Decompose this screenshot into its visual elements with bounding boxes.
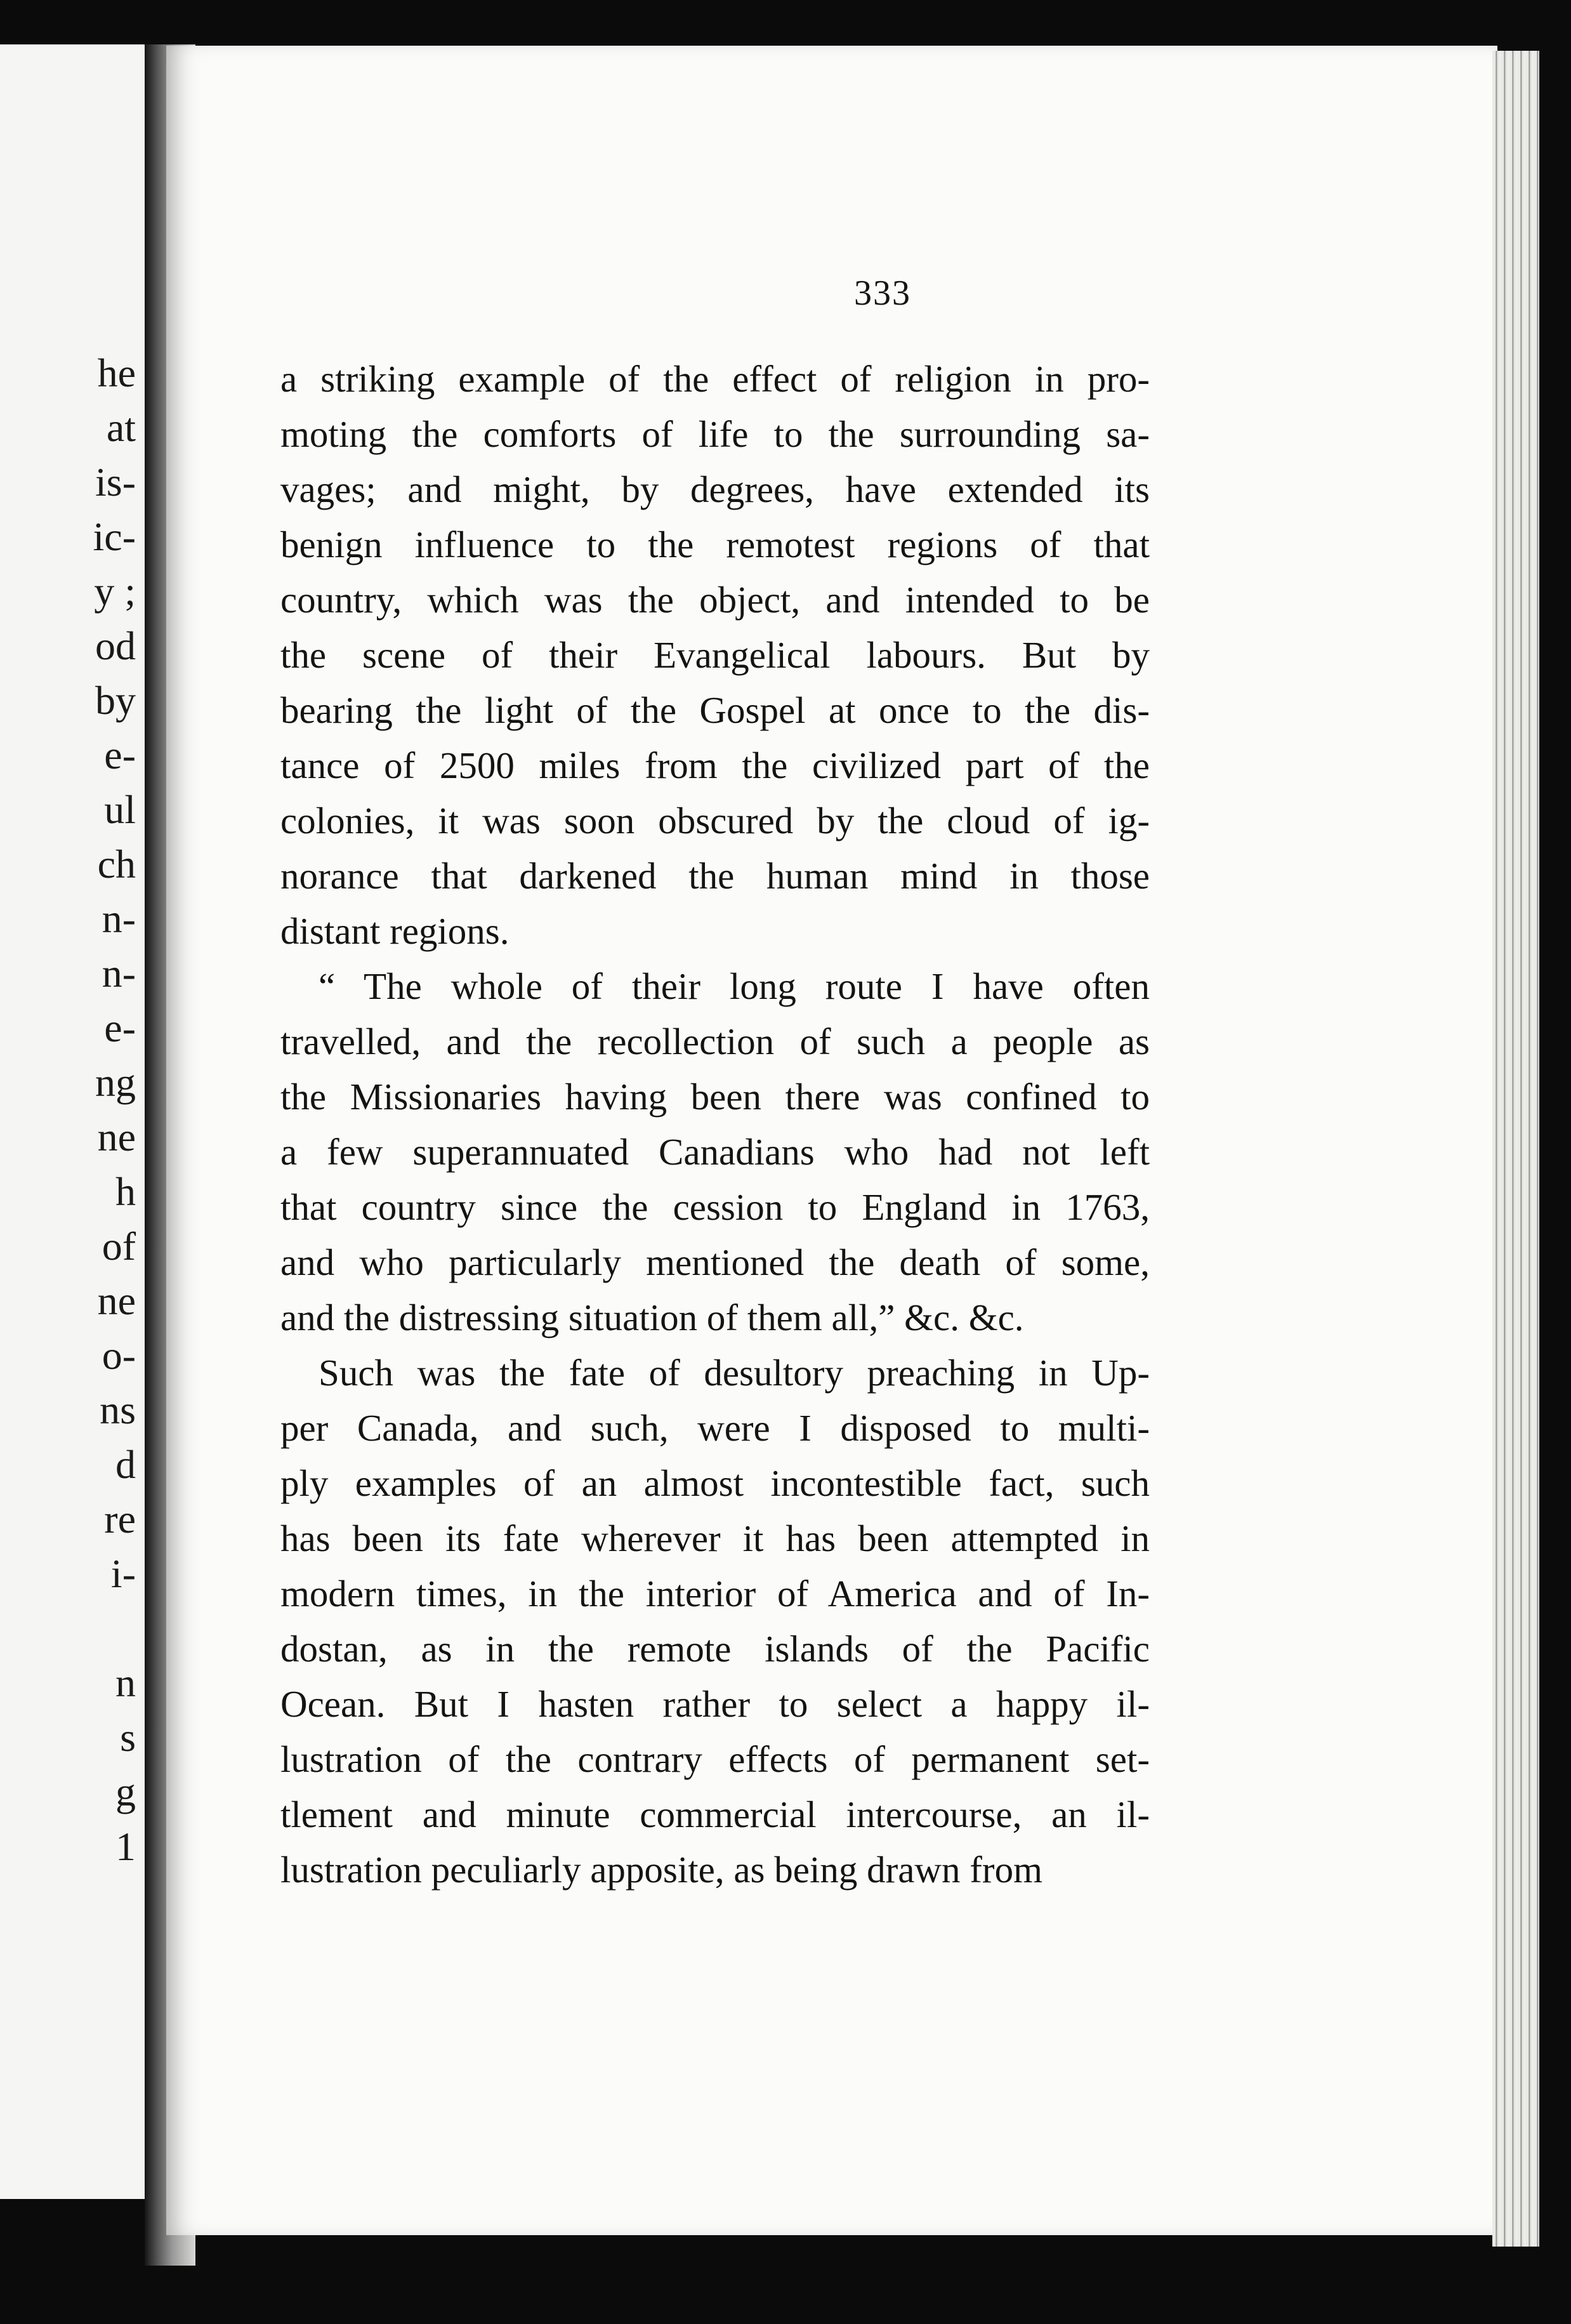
left-page-fragment: s (120, 1715, 136, 1760)
left-page-fragment: i- (110, 1551, 136, 1596)
text-line: tance of 2500 miles from the civilized part of the (280, 744, 1150, 786)
text-line: modern times, in the interior of America and of In- (280, 1573, 1150, 1614)
text-line: lustration peculiarly apposite, as being drawn from (280, 1849, 1042, 1891)
left-page-fragment: of (102, 1224, 136, 1269)
text-line: benign influence to the remotest regions of that (280, 524, 1150, 565)
left-page-fragment: ne (97, 1114, 136, 1159)
text-line: ply examples of an almost incontestible fact, such (280, 1462, 1150, 1504)
left-page-fragment: h (115, 1169, 136, 1214)
text-line: a striking example of the effect of religion in pro- (280, 358, 1150, 400)
left-page-fragment: he (97, 350, 136, 395)
left-page-fragment: o- (102, 1333, 136, 1378)
text-line: lustration of the contrary effects of permanent set- (280, 1738, 1150, 1780)
left-page-fragment: ch (97, 842, 136, 887)
text-line: and who particularly mentioned the death of some, (280, 1241, 1150, 1283)
text-line: moting the comforts of life to the surrounding sa- (280, 413, 1150, 455)
body-text (280, 352, 1150, 1898)
left-page-fragment: n- (102, 951, 136, 996)
text-line: per Canada, and such, were I disposed to multi- (280, 1407, 1150, 1449)
right-page (166, 46, 1497, 2235)
text-line: dostan, as in the remote islands of the Pacific (280, 1628, 1150, 1670)
left-page-fragment: n (115, 1660, 136, 1705)
left-page-fragment: e- (104, 732, 136, 777)
text-line: country, which was the object, and intended to be (280, 579, 1150, 621)
text-line: tlement and minute commercial intercourse, an il- (280, 1793, 1150, 1835)
text-line: has been its fate wherever it has been attempted in (280, 1517, 1150, 1559)
paragraph (280, 1345, 1150, 1898)
text-line: the scene of their Evangelical labours. But by (280, 634, 1150, 676)
left-page-fragment: ne (97, 1278, 136, 1323)
left-page-fragment: 1 (115, 1824, 136, 1869)
text-line: colonies, it was soon obscured by the cloud of ig- (280, 800, 1150, 842)
left-page-text-fragments (0, 346, 145, 1874)
paragraph (280, 959, 1150, 1345)
text-line: distant regions. (280, 910, 509, 952)
page-number: 333 (854, 274, 911, 313)
page-edges (1492, 51, 1539, 2247)
text-line: bearing the light of the Gospel at once to the dis- (280, 689, 1150, 731)
left-page-fragment: is- (95, 459, 136, 505)
left-page-fragment: by (95, 678, 136, 723)
text-line: Such was the fate of desultory preaching in Up- (319, 1352, 1150, 1394)
left-page-fragment: ul (104, 787, 136, 832)
text-line: vages; and might, by degrees, have extended its (280, 468, 1150, 510)
left-page-fragment: od (95, 623, 136, 668)
text-line: and the distressing situation of them all,” &c. &c. (280, 1297, 1024, 1338)
left-page-fragment: g (115, 1769, 136, 1814)
left-page-fragment: ns (100, 1387, 136, 1432)
left-page-fragment: ic- (93, 514, 136, 559)
left-page-fragment: e- (104, 1005, 136, 1050)
left-facing-page (0, 44, 145, 2199)
text-line: the Missionaries having been there was confined to (280, 1076, 1150, 1118)
paragraph (280, 352, 1150, 959)
text-line: Ocean. But I hasten rather to select a happy il- (280, 1683, 1150, 1725)
left-page-fragment: at (106, 405, 136, 450)
left-page-fragment (0, 1601, 145, 1656)
left-page-fragment: n- (102, 896, 136, 941)
text-line: that country since the cession to England in 1763, (280, 1186, 1150, 1228)
text-line: travelled, and the recollection of such a people as (280, 1020, 1150, 1062)
left-page-fragment: y ; (94, 569, 136, 614)
text-line: a few superannuated Canadians who had not left (280, 1131, 1150, 1173)
text-line: “ The whole of their long route I have often (319, 965, 1150, 1007)
left-page-fragment: re (104, 1496, 136, 1542)
left-page-fragment: ng (95, 1060, 136, 1105)
text-line: norance that darkened the human mind in those (280, 855, 1150, 897)
left-page-fragment: d (115, 1442, 136, 1487)
